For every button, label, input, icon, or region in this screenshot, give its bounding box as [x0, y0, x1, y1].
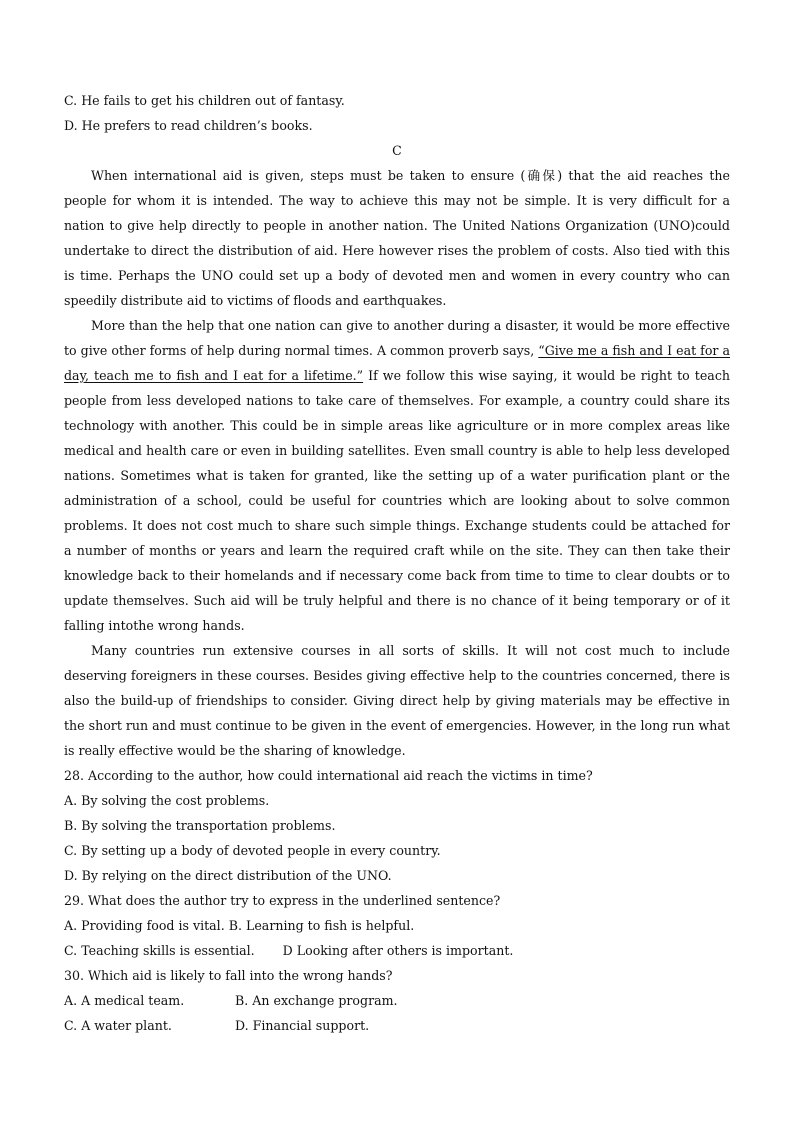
q30-options-row-1 — [64, 988, 730, 1013]
document-page — [64, 88, 730, 1038]
underlined-proverb: “Give me a fish and I eat for a day, teach me to fish and I eat for a lifetime.” — [64, 343, 730, 383]
q30-option-a: A. A medical team. — [64, 993, 185, 1008]
q30-option-d: D. Financial support. — [235, 1018, 370, 1033]
q28-option-d: D. By relying on the direct distribution of the UNO. — [64, 868, 392, 883]
q30-options-row-2 — [64, 1013, 730, 1038]
question-29: 29. What does the author try to express in the underlined sentence? — [64, 893, 501, 908]
paragraph-2-lead: More than the help that one nation can give to another during a disaster, it would be more effective to give other forms of help during normal times. A common proverb says, — [64, 318, 730, 358]
q29-option-c: C. Teaching skills is essential. — [64, 943, 255, 958]
paragraph-2-rest: If we follow this wise saying, it would be right to teach people from less developed nations to take care of themselves. For example, a country could share its technology with another. This could be in simple areas like agriculture or in more complex areas like medical and health care or even in building satellites. Even small country is able to help less developed nations. Sometimes what is taken for granted, like the setting up of a water purification plant or the administration of a school, could be useful for countries which are looking about to solve common problems. It does not cost much to share such simple things. Exchange students could be attached for a number of months or years and learn the required craft while on the site. They can then take their knowledge back to their homelands and if necessary come back from time to time to clear doubts or to update themselves. Such aid will be truly helpful and there is no chance of it being temporary or of it falling intothe wrong hands. — [64, 368, 730, 633]
prev-option-c: C. He fails to get his children out of fantasy. — [64, 93, 345, 108]
q28-option-a: A. By solving the cost problems. — [64, 793, 270, 808]
q29-options-row-1 — [64, 913, 730, 938]
q29-option-b: B. Learning to fish is helpful. — [228, 918, 415, 933]
q29-option-d: D Looking after others is important. — [282, 943, 514, 958]
passage-paragraph-3: Many countries run extensive courses in all sorts of skills. It will not cost much to include deserving foreigners in these courses. Besides giving effective help to the countries concerned, there is also the build-up of friendships to consider. Giving direct help by giving materials may be effective in the short run and must continue to be given in the event of emergencies. However, in the long run what is really effective would be the sharing of knowledge. — [64, 643, 730, 758]
passage-paragraph-1: When international aid is given, steps must be taken to ensure (确保) that the aid reaches the people for whom it is intended. The way to achieve this may not be simple. It is very difficult for a nation to give help directly to people in another nation. The United Nations Organization (UNO)could undertake to direct the distribution of aid. Here however rises the problem of costs. Also tied with this is time. Perhaps the UNO could set up a body of devoted men and women in every country who can speedily distribute aid to victims of floods and earthquakes. — [64, 168, 730, 308]
section-label: C — [392, 143, 402, 158]
prev-option-d: D. He prefers to read children’s books. — [64, 118, 313, 133]
q29-option-a: A. Providing food is vital. — [64, 918, 225, 933]
q29-options-row-2 — [64, 938, 730, 963]
q28-option-b: B. By solving the transportation problems. — [64, 818, 336, 833]
q30-option-c: C. A water plant. — [64, 1018, 172, 1033]
passage-paragraph-2 — [64, 313, 730, 638]
q28-option-c: C. By setting up a body of devoted people in every country. — [64, 843, 441, 858]
q30-option-b: B. An exchange program. — [235, 993, 398, 1008]
question-30: 30. Which aid is likely to fall into the wrong hands? — [64, 968, 393, 983]
question-28: 28. According to the author, how could international aid reach the victims in time? — [64, 768, 593, 783]
